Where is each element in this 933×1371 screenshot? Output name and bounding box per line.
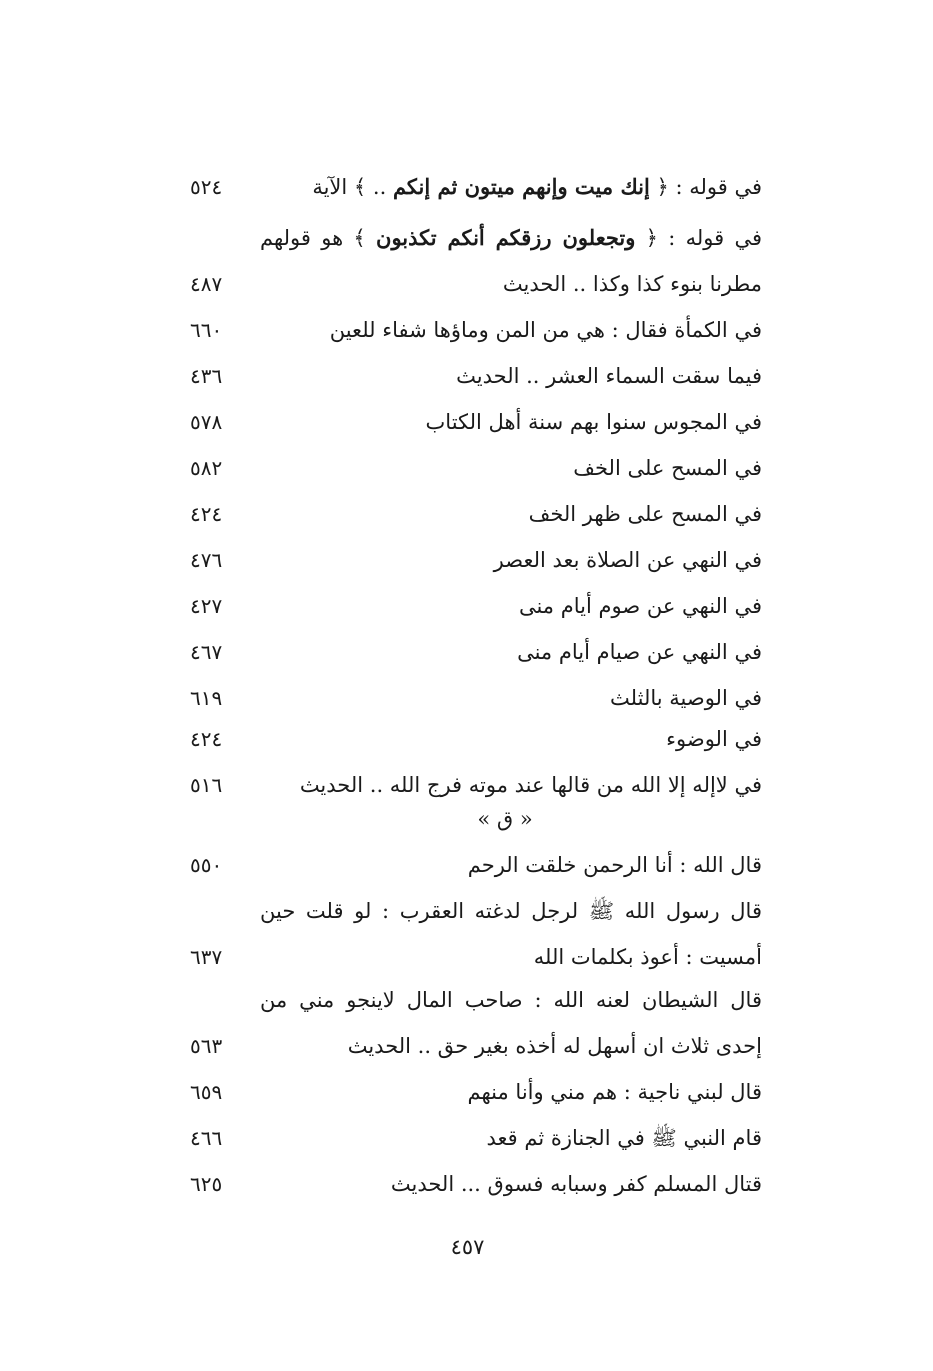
- entry-page-number: ٥٥٠: [190, 853, 223, 877]
- index-entry: [190, 1162, 762, 1206]
- entry-text: في الكمأة فقال : هي من المن وماؤها شفاء للعين: [329, 318, 762, 342]
- index-entry: [190, 1116, 762, 1160]
- entry-text: مطرنا بنوء كذا وكذا .. الحديث: [502, 272, 762, 296]
- entry-text: في لاإله إلا الله من قالها عند موته فرج الله .. الحديث: [299, 773, 762, 797]
- entry-page-number: ٤٢٤: [190, 727, 223, 751]
- entry-page-number: ٤٣٦: [190, 364, 223, 388]
- entry-page-number: ٥٦٣: [190, 1034, 223, 1058]
- index-entry: [190, 165, 762, 209]
- quran-verse: وتجعلون رزقكم أنكم تكذبون: [376, 225, 636, 250]
- entry-text: في قوله : ﴿ وتجعلون رزقكم أنكم تكذبون ﴾ هو قولهم: [260, 225, 762, 250]
- index-entry: [190, 843, 762, 887]
- index-entry: [190, 717, 762, 761]
- entry-text: فيما سقت السماء العشر .. الحديث: [456, 364, 762, 388]
- entry-text: في النهي عن صوم أيام منى: [518, 594, 762, 618]
- entry-page-number: ٤٢٧: [190, 594, 223, 618]
- entry-text: في النهي عن الصلاة بعد العصر: [493, 548, 762, 572]
- entry-page-number: ٦١٩: [190, 686, 223, 710]
- index-entry: [190, 538, 762, 582]
- index-entry: [190, 446, 762, 490]
- section-heading: « ق »: [477, 807, 533, 831]
- entry-text: إحدى ثلاث ان أسهل له أخذه بغير حق .. الحديث: [347, 1034, 762, 1058]
- index-entry: [190, 676, 762, 720]
- entry-text: في المسح على الخف: [573, 456, 762, 480]
- entry-page-number: ٥٨٢: [190, 456, 223, 480]
- entry-text: قال الله : أنا الرحمن خلقت الرحم: [467, 853, 762, 877]
- entry-text: أمسيت : أعوذ بكلمات الله: [533, 945, 762, 969]
- page-number: ٤٥٧: [450, 1235, 485, 1259]
- index-entry: [190, 889, 762, 933]
- entry-page-number: ٤٦٧: [190, 640, 223, 664]
- index-entry: [190, 1070, 762, 1114]
- entry-text: قال رسول الله ﷺ لرجل لدغته العقرب : لو قلت حين: [260, 899, 762, 923]
- entry-text: قتال المسلم كفر وسبابه فسوق ... الحديث: [390, 1172, 762, 1196]
- entry-page-number: ٤٦٦: [190, 1126, 223, 1150]
- entry-text: قام النبي ﷺ في الجنازة ثم قعد: [486, 1126, 762, 1150]
- entry-page-number: ٤٧٦: [190, 548, 223, 572]
- index-entry: [190, 262, 762, 306]
- entry-text: في الوضوء: [666, 727, 762, 751]
- index-entry: [190, 978, 762, 1022]
- index-entry: [190, 216, 762, 260]
- quran-verse: إنك ميت وإنهم ميتون ثم إنكم: [392, 174, 650, 199]
- entry-page-number: ٥١٦: [190, 773, 223, 797]
- index-entry: [190, 400, 762, 444]
- entry-text: في قوله : ﴿ إنك ميت وإنهم ميتون ثم إنكم .. ﴾ الآية: [312, 174, 762, 199]
- entry-page-number: ٤٨٧: [190, 272, 223, 296]
- entry-page-number: ٥٢٤: [190, 175, 223, 199]
- entry-text: في المجوس سنوا بهم سنة أهل الكتاب: [425, 410, 762, 434]
- entry-text: في النهي عن صيام أيام منى: [517, 640, 762, 664]
- entry-text: في الوصية بالثلث: [610, 686, 762, 710]
- index-entry: [190, 354, 762, 398]
- index-entry: [190, 492, 762, 536]
- index-entry: [190, 584, 762, 628]
- entry-page-number: ٥٧٨: [190, 410, 223, 434]
- entry-page-number: ٦٢٥: [190, 1172, 223, 1196]
- index-entry: [190, 308, 762, 352]
- entry-text: قال الشيطان لعنه الله : صاحب المال لاينجو مني من: [260, 988, 762, 1012]
- index-entry: [190, 1024, 762, 1068]
- entry-text: قال لبني ناجية : هم مني وأنا منهم: [467, 1080, 762, 1104]
- entry-text: في المسح على ظهر الخف: [528, 502, 762, 526]
- entry-page-number: ٤٢٤: [190, 502, 223, 526]
- entry-page-number: ٦٦٠: [190, 318, 223, 342]
- entry-page-number: ٦٣٧: [190, 945, 223, 969]
- index-entry: [190, 935, 762, 979]
- entry-page-number: ٦٥٩: [190, 1080, 223, 1104]
- index-entry: [190, 630, 762, 674]
